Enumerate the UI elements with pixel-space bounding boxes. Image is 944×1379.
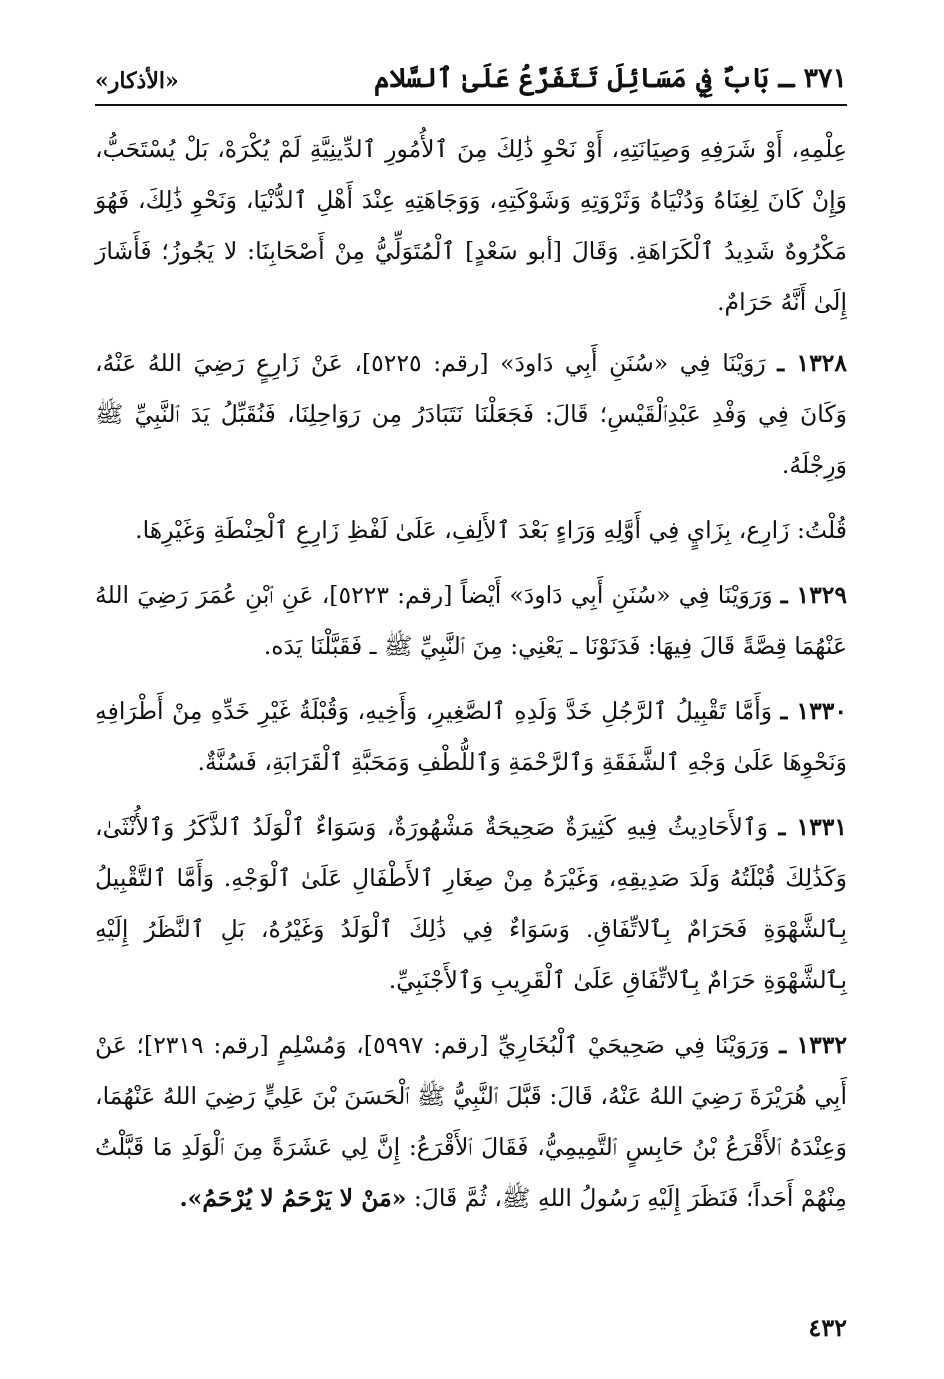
entry-number: ١٣٣٢ ـ [779,1031,847,1059]
book-title: «الأذكار» [95,68,179,94]
entry-1330 [95,686,847,788]
paragraph-text: وَأَمَّا تَقْبِيلُ ٱلرَّجُلِ خَدَّ وَلَدِهِ ٱلصَّغِيرِ، وَأَخِيهِ، وَقُبْلَةُ غَيْرِ خَدِّهِ مِنْ أَطْرَافِهِ وَنَحْوِهَا عَلَىٰ وَجْهِ ٱلشَّفَقَةِ وَٱلرَّحْمَةِ وَٱللُّطْفِ وَمَحَبَّةِ ٱلْقَرَابَةِ، فَسُنَّةٌ. [95,697,847,776]
paragraph-text: قُلْتُ: زَارِع، بِزَايٍ فِي أَوَّلِهِ وَرَاءٍ بَعْدَ ٱلأَلِفِ، عَلَىٰ لَفْظِ زَارِعِ ٱلْحِنْطَةِ وَغَيْرِهَا. [135,516,847,544]
page-number: ٤٣٢ [808,1313,847,1342]
hadith-1332 [95,1020,847,1224]
entry-1331 [95,802,847,1006]
entry-number: ١٣٢٩ ـ [780,581,847,609]
paragraph-text: وَرَوَيْنَا فِي صَحِيحَيْ ٱلْبُخَارِيِّ [رقم: ٥٩٩٧]، وَمُسْلِمٍ [رقم: ٢٣١٩]؛ عَنْ أَبِي هُرَيْرَةَ رَضِيَ اللهُ عَنْهُ، قَالَ: قَبَّلَ ٱلنَّبِيُّ ﷺ ٱلْحَسَنَ بْنَ عَلِيٍّ رَضِيَ اللهُ عَنْهُمَا، وَعِنْدَهُ ٱلأَقْرَعُ بْنُ حَابِسٍ ٱلتَّمِيمِيُّ، فَقَالَ ٱلأَقْرَعُ: إِنَّ لِي عَشَرَةً مِنَ ٱلْوَلَدِ مَا قَبَّلْتُ مِنْهُمْ أَحَداً؛ فَنَظَرَ إِلَيْهِ رَسُولُ اللهِ ﷺ، ثُمَّ قَالَ: [95,1031,847,1212]
hadith-1329 [95,570,847,672]
note-paragraph [95,505,847,556]
paragraph-text: رَوَيْنَا فِي «سُنَنِ أَبِي دَاودَ» [رقم: ٥٢٢٥]، عَنْ زَارِعٍ رَضِيَ اللهُ عَنْهُ، وَكَانَ فِي وَفْدِ عَبْدِٱلْقَيْسِ؛ قَالَ: فَجَعَلْنَا نَتَبَادَرُ مِن رَوَاحِلِنَا، فَنُقَبِّلُ يَدَ ٱلنَّبِيِّ ﷺ وَرِجْلَهُ. [95,349,847,479]
body-text [95,124,847,1224]
paragraph-text: وَرَوَيْنَا فِي «سُنَنِ أَبِي دَاودَ» أَيْضاً [رقم: ٥٢٢٣]، عَنِ ٱبْنِ عُمَرَ رَضِيَ اللهُ عَنْهُمَا قِصَّةً قَالَ فِيهَا: فَدَنَوْنَا ـ يَعْنِي: مِنَ ٱلنَّبِيِّ ﷺ ـ فَقَبَّلْنَا يَدَه. [95,581,847,660]
paragraph-text: عِلْمِهِ، أَوْ شَرَفِهِ وَصِيَانَتِهِ، أَوْ نَحْوِ ذَٰلِكَ مِنَ ٱلأُمُورِ ٱلدِّينِيَّةِ لَمْ يُكْرَهْ، بَلْ يُسْتَحَبُّ، وَإِنْ كَانَ لِغِنَاهُ وَدُنْيَاهُ وَثَرْوَتِهِ وَشَوْكَتِهِ، وَوَجَاهَتِهِ عِنْدَ أَهْلِ ٱلدُّنْيَا، وَنَحْوِ ذَٰلِكَ، فَهُوَ مَكْرُوهٌ شَدِيدُ ٱلْكَرَاهَةِ. وَقَالَ [أبو سَعْدٍ] ٱلْمُتَوَلِّيُّ مِنْ أَصْحَابِنَا: لا يَجُوزُ؛ فَأَشَارَ إِلَىٰ أَنَّهُ حَرَامٌ. [95,135,847,316]
document-page [95,52,847,1342]
running-header [95,52,847,106]
entry-number: ١٣٣٠ ـ [780,697,847,725]
paragraph-continuation [95,124,847,328]
entry-number: ١٣٣١ ـ [778,813,847,841]
entry-number: ١٣٢٨ ـ [777,349,847,377]
paragraph-text: وَٱلأَحَادِيثُ فِيهِ كَثِيرَةٌ صَحِيحَةٌ مَشْهُورَةٌ، وَسَوَاءٌ ٱلْوَلَدُ ٱلذَّكَرُ وَٱلأُنْثَىٰ، وَكَذَٰلِكَ قُبْلَتُهُ وَلَدَ صَدِيقِهِ، وَغَيْرَهُ مِنْ صِغَارِ ٱلأَطْفَالِ عَلَىٰ ٱلْوَجْهِ. وَأَمَّا ٱلتَّقْبِيلُ بِٱلشَّهْوَةِ فَحَرَامٌ بِٱلاتِّفَاقِ. وَسَوَاءٌ فِي ذَٰلِكَ ٱلْوَلَدُ وَغَيْرُهُ، بَلِ ٱلنَّظَرُ إِلَيْهِ بِٱلشَّهْوَةِ حَرَامٌ بِٱلاتِّفَاقِ عَلَىٰ ٱلْقَرِيبِ وَٱلأَجْنَبِيِّ. [95,813,847,994]
hadith-quote: «مَنْ لا يَرْحَمُ لا يُرْحَمُ». [179,1184,407,1212]
hadith-1328 [95,338,847,491]
chapter-title: ٣٧١ ـ بَابٌ فِي مَسَائِلَ تَتَفَرَّعُ عَلَىٰ ٱلسَّلام [373,63,847,94]
